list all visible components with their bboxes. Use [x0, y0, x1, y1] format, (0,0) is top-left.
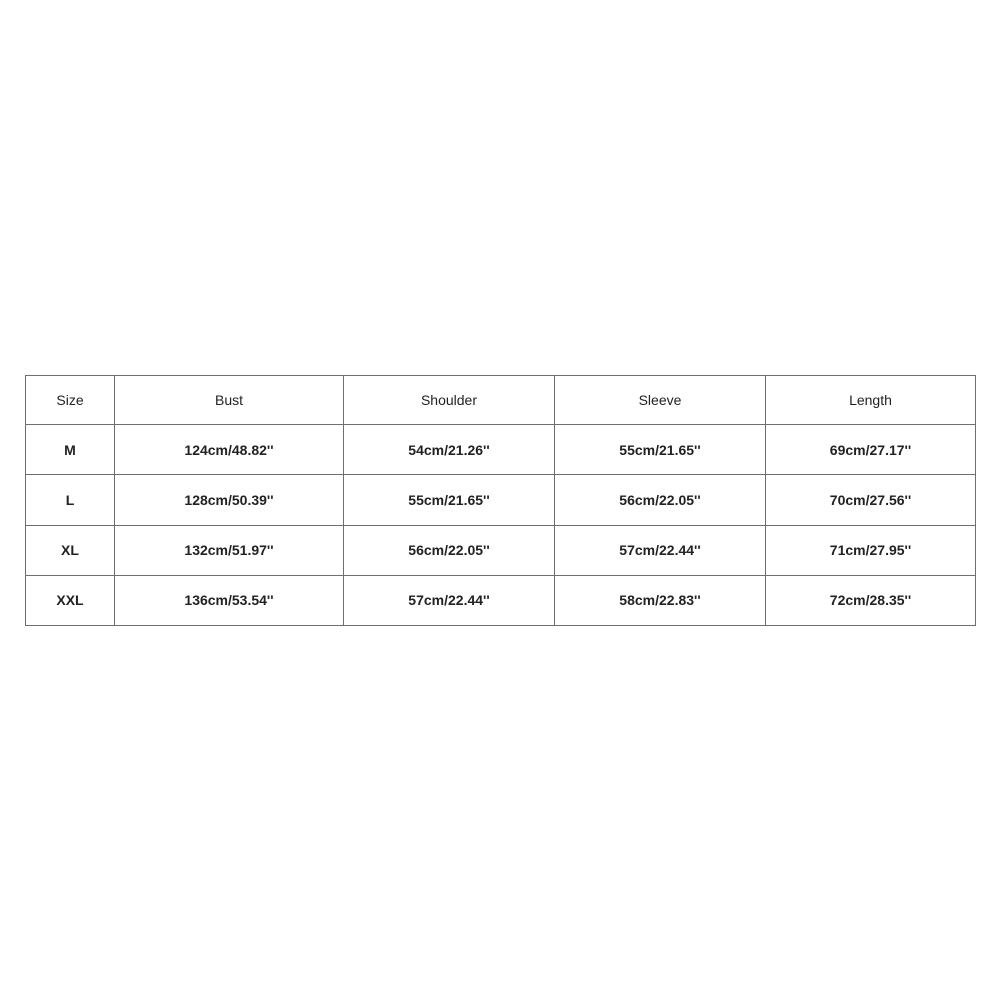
- header-length: Length: [766, 376, 976, 425]
- cell-shoulder: 55cm/21.65'': [344, 475, 555, 525]
- table-row: [26, 525, 976, 575]
- header-sleeve: Sleeve: [555, 376, 766, 425]
- cell-shoulder: 54cm/21.26'': [344, 425, 555, 475]
- cell-bust: 128cm/50.39'': [115, 475, 344, 525]
- size-chart-table: [25, 375, 976, 626]
- cell-length: 69cm/27.17'': [766, 425, 976, 475]
- table-row: [26, 575, 976, 625]
- cell-sleeve: 57cm/22.44'': [555, 525, 766, 575]
- cell-shoulder: 56cm/22.05'': [344, 525, 555, 575]
- cell-length: 72cm/28.35'': [766, 575, 976, 625]
- header-size: Size: [26, 376, 115, 425]
- cell-size: XL: [26, 525, 115, 575]
- table-row: [26, 475, 976, 525]
- table-row: [26, 425, 976, 475]
- cell-length: 70cm/27.56'': [766, 475, 976, 525]
- cell-sleeve: 55cm/21.65'': [555, 425, 766, 475]
- cell-bust: 124cm/48.82'': [115, 425, 344, 475]
- cell-size: L: [26, 475, 115, 525]
- cell-sleeve: 58cm/22.83'': [555, 575, 766, 625]
- cell-bust: 132cm/51.97'': [115, 525, 344, 575]
- cell-shoulder: 57cm/22.44'': [344, 575, 555, 625]
- cell-length: 71cm/27.95'': [766, 525, 976, 575]
- header-bust: Bust: [115, 376, 344, 425]
- cell-sleeve: 56cm/22.05'': [555, 475, 766, 525]
- header-row: [26, 376, 976, 425]
- cell-bust: 136cm/53.54'': [115, 575, 344, 625]
- header-shoulder: Shoulder: [344, 376, 555, 425]
- cell-size: XXL: [26, 575, 115, 625]
- cell-size: M: [26, 425, 115, 475]
